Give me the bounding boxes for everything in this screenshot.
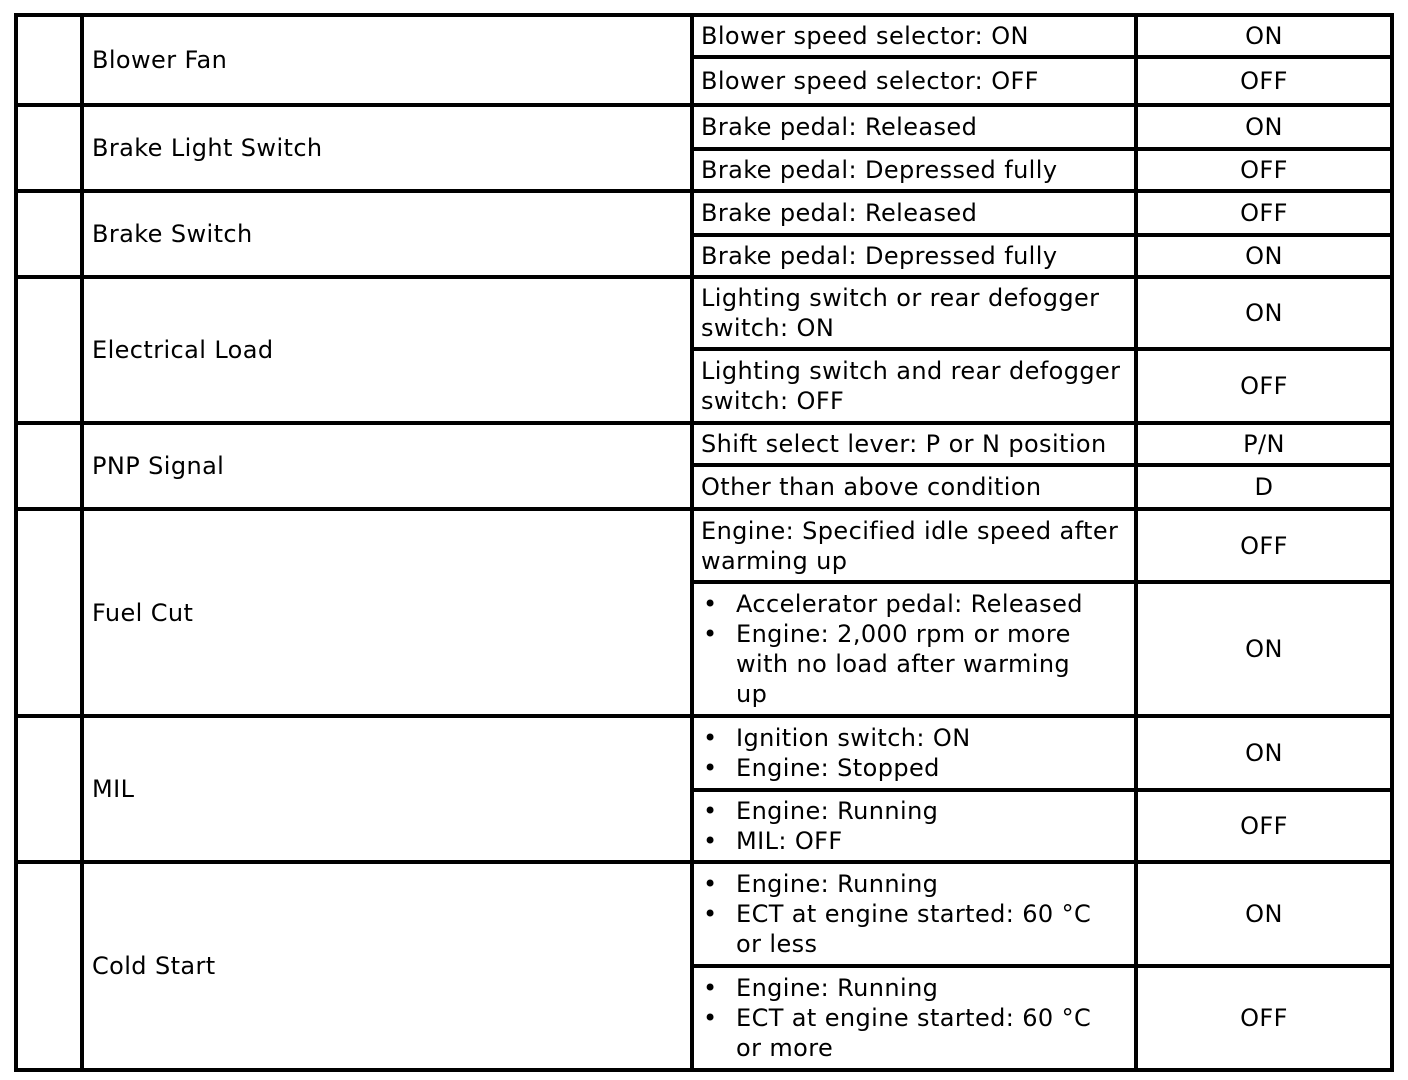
bullet-item: • MIL: OFF	[701, 826, 1134, 856]
item-name: Fuel Cut	[82, 509, 692, 716]
condition-bullets	[692, 966, 1136, 1070]
value: OFF	[1136, 57, 1392, 105]
condition: Brake pedal: Released	[692, 105, 1136, 149]
blank-cell	[16, 191, 82, 277]
value: OFF	[1136, 509, 1392, 582]
value: ON	[1136, 716, 1392, 790]
condition-bullets	[692, 716, 1136, 790]
bullet-item: • Engine: Running	[701, 869, 1134, 899]
bullet-list	[701, 589, 1134, 709]
condition: Blower speed selector: ON	[692, 15, 1136, 57]
condition: Lighting switch or rear defogger switch: ON	[692, 277, 1136, 349]
bullet-item: • ECT at engine started: 60 °C or more	[701, 1003, 1134, 1063]
value: P/N	[1136, 423, 1392, 465]
bullet-list	[701, 723, 1134, 783]
item-name: MIL	[82, 716, 692, 862]
condition-bullets	[692, 790, 1136, 862]
item-name: Brake Light Switch	[82, 105, 692, 191]
value: OFF	[1136, 966, 1392, 1070]
table-row	[16, 509, 1392, 582]
value: OFF	[1136, 191, 1392, 235]
table-row	[16, 105, 1392, 149]
condition-bullets	[692, 582, 1136, 716]
blank-cell	[16, 716, 82, 862]
bullet-item: • Ignition switch: ON	[701, 723, 1134, 753]
bullet-item: • Accelerator pedal: Released	[701, 589, 1134, 619]
table-row	[16, 423, 1392, 465]
condition: Brake pedal: Depressed fully	[692, 149, 1136, 191]
table-row	[16, 716, 1392, 790]
blank-cell	[16, 15, 82, 105]
blank-cell	[16, 862, 82, 1070]
condition: Shift select lever: P or N position	[692, 423, 1136, 465]
value: ON	[1136, 862, 1392, 966]
bullet-list	[701, 973, 1134, 1063]
value: ON	[1136, 105, 1392, 149]
item-name: PNP Signal	[82, 423, 692, 509]
blank-cell	[16, 423, 82, 509]
blank-cell	[16, 509, 82, 716]
bullet-list	[701, 869, 1134, 959]
item-name: Cold Start	[82, 862, 692, 1070]
data-list-table	[14, 13, 1394, 1072]
bullet-list	[701, 796, 1134, 856]
condition: Brake pedal: Released	[692, 191, 1136, 235]
value: ON	[1136, 582, 1392, 716]
table-row	[16, 277, 1392, 349]
bullet-item: • Engine: Running	[701, 796, 1134, 826]
bullet-item: • Engine: Running	[701, 973, 1134, 1003]
condition: Blower speed selector: OFF	[692, 57, 1136, 105]
value: ON	[1136, 235, 1392, 277]
value: ON	[1136, 15, 1392, 57]
table-row	[16, 15, 1392, 57]
blank-cell	[16, 105, 82, 191]
value: ON	[1136, 277, 1392, 349]
value: D	[1136, 465, 1392, 509]
bullet-item: • ECT at engine started: 60 °C or less	[701, 899, 1134, 959]
bullet-item: • Engine: Stopped	[701, 753, 1134, 783]
bullet-item: • Engine: 2,000 rpm or more with no load after warming up	[701, 619, 1134, 709]
item-name: Blower Fan	[82, 15, 692, 105]
value: OFF	[1136, 790, 1392, 862]
value: OFF	[1136, 149, 1392, 191]
item-name: Brake Switch	[82, 191, 692, 277]
condition-bullets	[692, 862, 1136, 966]
value: OFF	[1136, 349, 1392, 423]
condition: Engine: Specified idle speed after warming up	[692, 509, 1136, 582]
item-name: Electrical Load	[82, 277, 692, 423]
condition: Brake pedal: Depressed fully	[692, 235, 1136, 277]
blank-cell	[16, 277, 82, 423]
table-row	[16, 191, 1392, 235]
condition: Lighting switch and rear defogger switch: OFF	[692, 349, 1136, 423]
condition: Other than above condition	[692, 465, 1136, 509]
table-row	[16, 862, 1392, 966]
